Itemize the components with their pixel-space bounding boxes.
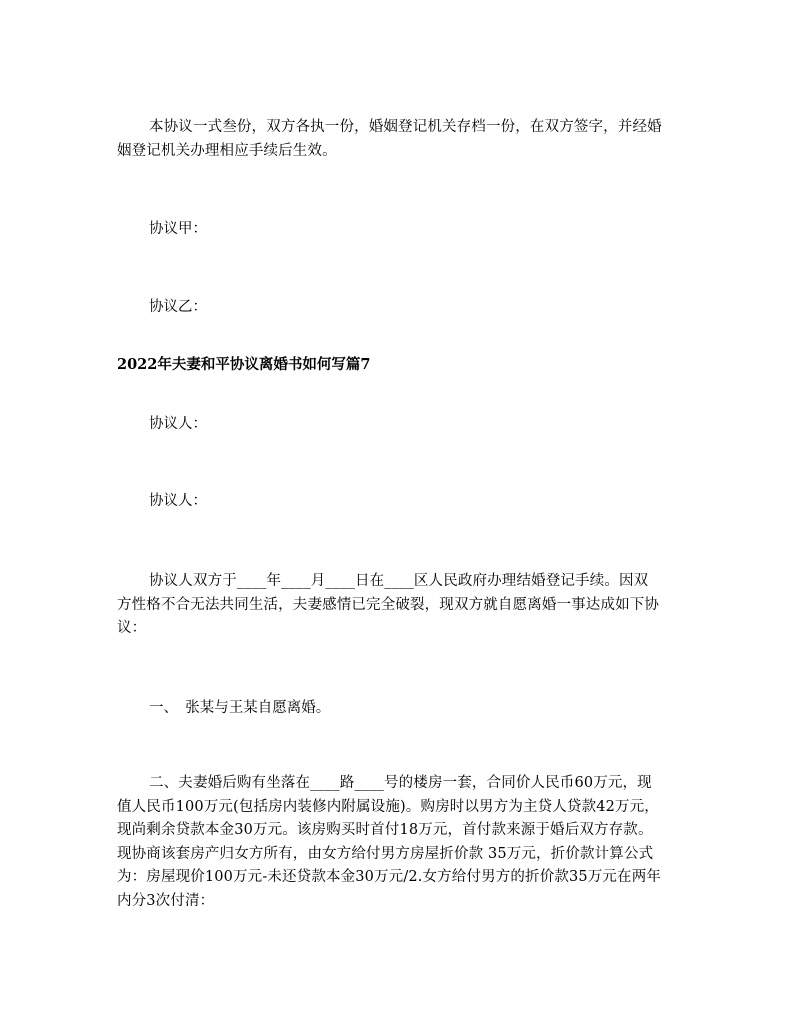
party-b-signature-label: 协议乙： — [149, 299, 207, 315]
party-2-label: 协议人： — [149, 493, 207, 509]
party-1-label: 协议人： — [149, 416, 207, 432]
paragraph-copies-clause: 本协议一式叁份，双方各执一份，婚姻登记机关存档一份，在双方签字，并经婚姻登记机关办理相应手续后生效。 — [117, 119, 662, 159]
party-a-signature-label: 协议甲： — [149, 221, 207, 237]
agreement-item-2: 二、夫妻婚后购有坐落在____路____号的楼房一套，合同价人民币60万元，现值人民币100万元(包括房内装修内附属设施)。购房时以男方为主贷人贷款42万元，现尚剩余贷款本金30万元。该房购买时首付18万元，首付款来源于婚后双方存款。现协商该套房产归女方所有，由女方给付男方房屋折价款 35万元，折价款计算公式为：房屋现价100万元-未还贷款本金30万元/2.女方给付男方的折价款35万元在两年内分3次付清： — [117, 775, 661, 909]
agreement-item-1: 一、 张某与王某自愿离婚。 — [149, 700, 331, 716]
section-heading: 2022年夫妻和平协议离婚书如何写篇7 — [117, 356, 371, 373]
paragraph-intro: 协议人双方于____年____月____日在____区人民政府办理结婚登记手续。因双方性格不合无法共同生活，夫妻感情已完全破裂，现双方就自愿离婚一事达成如下协议： — [117, 573, 660, 636]
